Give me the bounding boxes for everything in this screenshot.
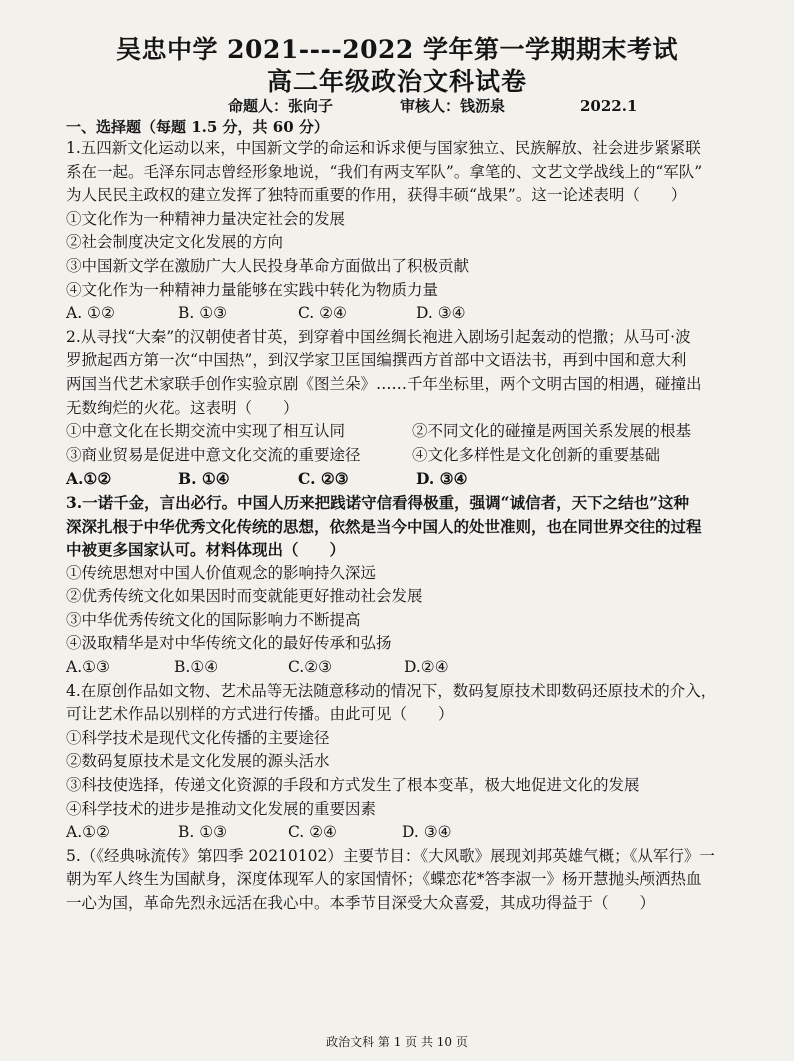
statement-item: ②优秀传统文化如果因时而变就能更好推动社会发展 xyxy=(66,587,423,606)
statement-item: ③中华优秀传统文化的国际影响力不断提高 xyxy=(66,610,361,629)
question-3 xyxy=(66,491,756,562)
question-text: 4.在原创作品如文物、艺术品等无法随意移动的情况下，数码复原技术即数码还原技术的介入， xyxy=(66,681,717,700)
question-text: 系在一起。毛泽东同志曾经形象地说，“我们有两支军队”。拿笔的、文艺文学战线上的“军队” xyxy=(66,162,703,181)
statement-item: ①科学技术是现代文化传播的主要途径 xyxy=(66,728,330,747)
question-3-items xyxy=(66,562,756,680)
statement-item: ②社会制度决定文化发展的方向 xyxy=(66,233,284,252)
exam-date: 2022.1 xyxy=(580,97,638,115)
statement-item: ①中意文化在长期交流中实现了相互认同 xyxy=(66,422,346,441)
reviewer: 审核人：钱沥泉 xyxy=(400,97,506,115)
option-d: D. ③④ xyxy=(416,469,468,489)
statement-item: ④文化作为一种精神力量能够在实践中转化为物质力量 xyxy=(66,280,439,299)
statement-item: ④科学技术的进步是推动文化发展的重要因素 xyxy=(66,799,377,818)
statement-item: ②数码复原技术是文化发展的源头活水 xyxy=(66,752,330,771)
statement-item: ④汲取精华是对中华传统文化的最好传承和弘扬 xyxy=(66,634,392,653)
question-text: 罗掀起西方第一次“中国热”，到汉学家卫匡国编撰西方首部中文语法书，再到中国和意大利 xyxy=(66,351,687,370)
question-text: 3.一诺千金，言出必行。中国人历来把践诺守信看得极重，强调“诚信者，天下之结也”这种 xyxy=(66,492,690,512)
answer-options xyxy=(66,821,756,845)
question-text: 可让艺术作品以别样的方式进行传播。由此可见（ ） xyxy=(66,705,454,724)
option-c: C. ②③ xyxy=(298,469,349,489)
exam-title: 吴忠中学 2021----2022 学年第一学期期末考试 xyxy=(115,35,679,64)
question-text: 无数绚烂的火花。这表明（ ） xyxy=(66,398,299,417)
option-c: C. ②④ xyxy=(298,304,347,323)
page-footer: 政治文科 第 1 页 共 10 页 xyxy=(326,1035,468,1049)
statement-item: ④文化多样性是文化创新的重要基础 xyxy=(412,445,661,464)
option-a: A. ①② xyxy=(66,304,115,323)
statement-item: ③科技使选择，传递文化资源的手段和方式发生了根本变革，极大地促进文化的发展 xyxy=(66,776,640,795)
exam-subtitle: 高二年级政治文科试卷 xyxy=(266,67,527,96)
question-5 xyxy=(66,845,756,916)
option-c: C.②③ xyxy=(288,658,333,677)
question-text: 1.五四新文化运动以来，中国新文学的命运和诉求便与国家独立、民族解放、社会进步紧紧联 xyxy=(66,139,701,157)
question-text: 2.从寻找“大秦”的汉朝使者甘英，到穿着中国丝绸长袍进入剧场引起轰动的恺撒；从马可·波 xyxy=(66,327,691,346)
answer-options xyxy=(66,656,756,680)
exam-meta xyxy=(228,95,637,116)
statement-item: ①传统思想对中国人价值观念的影响持久深远 xyxy=(66,563,377,582)
question-2 xyxy=(66,326,756,491)
question-body xyxy=(66,137,756,916)
answer-options xyxy=(66,467,756,491)
answer-options xyxy=(66,302,756,326)
statement-item: ①文化作为一种精神力量决定社会的发展 xyxy=(66,209,346,228)
question-text: 两国当代艺术家联手创作实验京剧《图兰朵》……千年坐标里，两个文明古国的相遇，碰撞出 xyxy=(66,374,702,393)
section-heading: 一、选择题（每题 1.5 分，共 60 分） xyxy=(66,118,329,136)
option-b: B.①④ xyxy=(174,658,219,677)
option-a: A.①② xyxy=(66,469,112,489)
statement-item: ③商业贸易是促进中意文化交流的重要途径 xyxy=(66,445,361,464)
option-d: D. ③④ xyxy=(402,823,452,842)
question-4 xyxy=(66,680,756,845)
question-text: 为人民民主政权的建立发挥了独特而重要的作用，获得丰硕“战果”。这一论述表明（ ） xyxy=(66,186,687,205)
statement-row xyxy=(66,444,756,468)
option-b: B. ①③ xyxy=(178,823,228,842)
question-text: 朝为军人终生为国献身，深度体现军人的家国情怀；《蝶恋花*答李淑一》杨开慧抛头颅洒热血 xyxy=(66,870,702,889)
option-a: A.①② xyxy=(66,823,110,842)
option-d: D.②④ xyxy=(404,658,449,677)
option-b: B. ①③ xyxy=(178,304,228,323)
statement-row xyxy=(66,420,756,444)
question-text: 中被更多国家认可。材料体现出（ ） xyxy=(66,540,346,560)
option-b: B. ①④ xyxy=(178,469,230,489)
option-d: D. ③④ xyxy=(416,304,466,323)
question-text: 5.（《经典咏流传》第四季 20210102）主要节目：《大风歌》展现刘邦英雄气概；《从军行》一 xyxy=(66,846,715,865)
question-text: 深深扎根于中华优秀文化传统的思想，依然是当今中国人的处世准则，也在同世界交往的过程 xyxy=(66,516,702,536)
question-1 xyxy=(66,137,756,326)
option-a: A.①③ xyxy=(66,658,110,677)
statement-item: ②不同文化的碰撞是两国关系发展的根基 xyxy=(412,422,692,441)
statement-item: ③中国新文学在激励广大人民投身革命方面做出了积极贡献 xyxy=(66,256,470,275)
setter: 命题人：张向子 xyxy=(228,97,334,115)
question-text: 一心为国，革命先烈永远活在我心中。本季节目深受大众喜爱，其成功得益于（ ） xyxy=(66,894,656,912)
option-c: C. ②④ xyxy=(288,823,337,842)
